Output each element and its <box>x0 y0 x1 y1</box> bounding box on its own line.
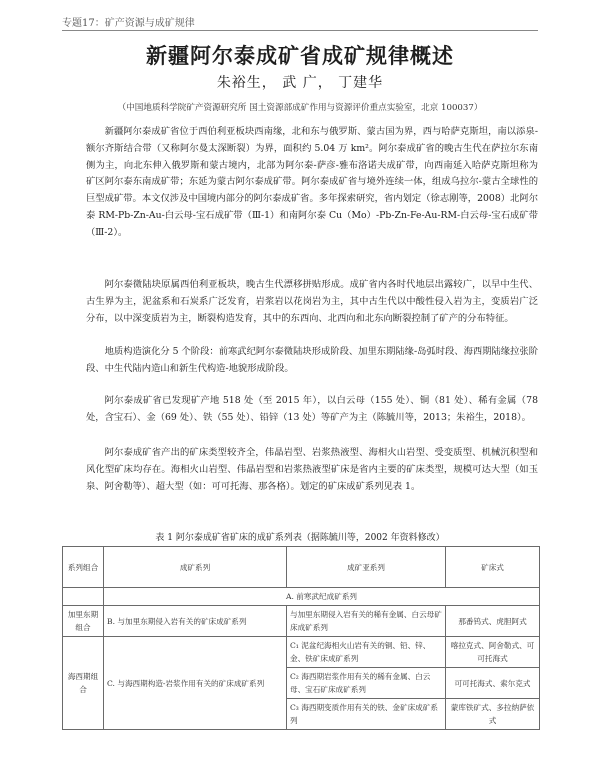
paragraph-evolution: 地质构造演化分 5 个阶段：前寒武纪阿尔泰微陆块形成阶段、加里东期陆缘-岛弧时段、海西期陆缘拉张阶段、中生代陆内造山和新生代构造-地貌形成阶段。 <box>86 346 538 374</box>
table-cell: 加里东期组合 <box>63 606 104 637</box>
running-head: 专题17：矿产资源与成矿规律 <box>62 18 195 29</box>
table-cell: A. 前寒武纪成矿系列 <box>104 588 540 606</box>
column-header: 成矿系列 <box>104 547 287 588</box>
metallogenic-series-table <box>62 546 540 730</box>
paragraph-deposit-types: 阿尔泰成矿省产出的矿床类型较齐全，伟晶岩型、岩浆热液型、海相火山岩型、受变质型、机械沉积型和风化型矿床均存在。海相火山岩型、伟晶岩型和岩浆热液型矿床是省内主要的矿床类型，规模可达大型（如玉泉、阿舍勒等）、超大型（如：可可托海、那各格）。划定的矿床成矿系列见表 1。 <box>86 447 538 492</box>
column-header: 成矿亚系列 <box>287 547 446 588</box>
paragraph-intro: 新疆阿尔泰成矿省位于西伯利亚板块西南缘，北和东与俄罗斯、蒙古国为界，西与哈萨克斯坦，南以添泉-额尔齐斯结合带（又称阿尔曼太深断裂）为界，面积约 5.04 万 km²。阿尔泰成矿省的晚古生代在萨拉尔东南侧为主，向北东伸入俄罗斯和蒙古境内，北部为阿尔泰-萨彦-雅布洛诺夫成矿带，向西南延入哈萨克斯坦称为矿区阿尔泰东南成矿带；东延为蒙古阿尔泰成矿带。阿尔泰成矿省与境外连续一体，组成乌拉尔-蒙古全球性的巨型成矿带。本文仅涉及中国境内部分的阿尔泰成矿省。多年探索研究，省内划定（徐志刚等，2008）北阿尔泰 RM-Pb-Zn-Au-白云母-宝石成矿带（Ⅲ-1）和南阿尔泰 Cu（Mo）-Pb-Zn-Fe-Au-RM-白云母-宝石成矿带（Ⅲ-2）。 <box>86 126 538 238</box>
table-cell: C₁ 泥盆纪海相火山岩有关的铜、铅、锌、金、铁矿床成矿系列 <box>287 637 446 668</box>
table-cell: 与加里东期侵入岩有关的稀有金属、白云母矿床成矿系列 <box>287 606 446 637</box>
table-caption: 表 1 阿尔泰成矿省矿床的成矿系列表（据陈毓川等，2002 年资料修改） <box>155 533 445 543</box>
table-cell: B. 与加里东期侵入岩有关的矿床成矿系列 <box>104 606 287 637</box>
table-cell: 喀拉克式、阿舍勒式、可可托海式 <box>446 637 540 668</box>
paper-authors: 朱裕生， 武 广， 丁建华 <box>216 75 384 91</box>
column-header: 矿床式 <box>446 547 540 588</box>
table-cell: 那番钨式、虎胆阿式 <box>446 606 540 637</box>
table-cell: 海西期组合 <box>63 637 104 730</box>
table-cell: C₂ 海西期岩浆作用有关的稀有金属、白云母、宝石矿床成矿系列 <box>287 668 446 699</box>
paragraph-geology: 阿尔泰微陆块原属西伯利亚板块，晚古生代漂移拼贴形成。成矿省内各时代地层出露较广，以早中生代、古生界为主，泥盆系和石炭系广泛发育，岩浆岩以花岗岩为主，其中古生代以中酸性侵入岩为主，变质岩广泛分布，以中深变质岩为主，断裂构造发育，其中的东西向、北西向和北东向断裂控制了矿产的分布特征。 <box>86 279 538 324</box>
paper-affiliation: （中国地质科学院矿产资源研究所 国土资源部成矿作用与资源评价重点实验室，北京 100037） <box>117 103 483 113</box>
table-cell: 可可托海式、索尔克式 <box>446 668 540 699</box>
column-header: 系列组合 <box>63 547 104 588</box>
table-row <box>63 588 540 606</box>
table-row <box>63 606 540 637</box>
table-row <box>63 637 540 668</box>
header-rule <box>62 30 538 31</box>
paragraph-deposits-count: 阿尔泰成矿省已发现矿产地 518 处（至 2015 年），以白云母（155 处）、铜（81 处）、稀有金属（78 处，含宝石）、金（69 处）、铁（55 处）、铅锌（13 处）等矿产为主（陈毓川等，2013；朱裕生，2018）。 <box>86 395 538 423</box>
table-cell: C₃ 海西期变质作用有关的铁、金矿床成矿系列 <box>287 699 446 730</box>
table-cell: 蒙库铁矿式、多拉纳萨依式 <box>446 699 540 730</box>
table-header-row <box>63 547 540 588</box>
table-cell: C. 与海西期构造-岩浆作用有关的矿床成矿系列 <box>104 637 287 730</box>
paper-title: 新疆阿尔泰成矿省成矿规律概述 <box>146 44 454 68</box>
table-cell <box>63 588 104 606</box>
